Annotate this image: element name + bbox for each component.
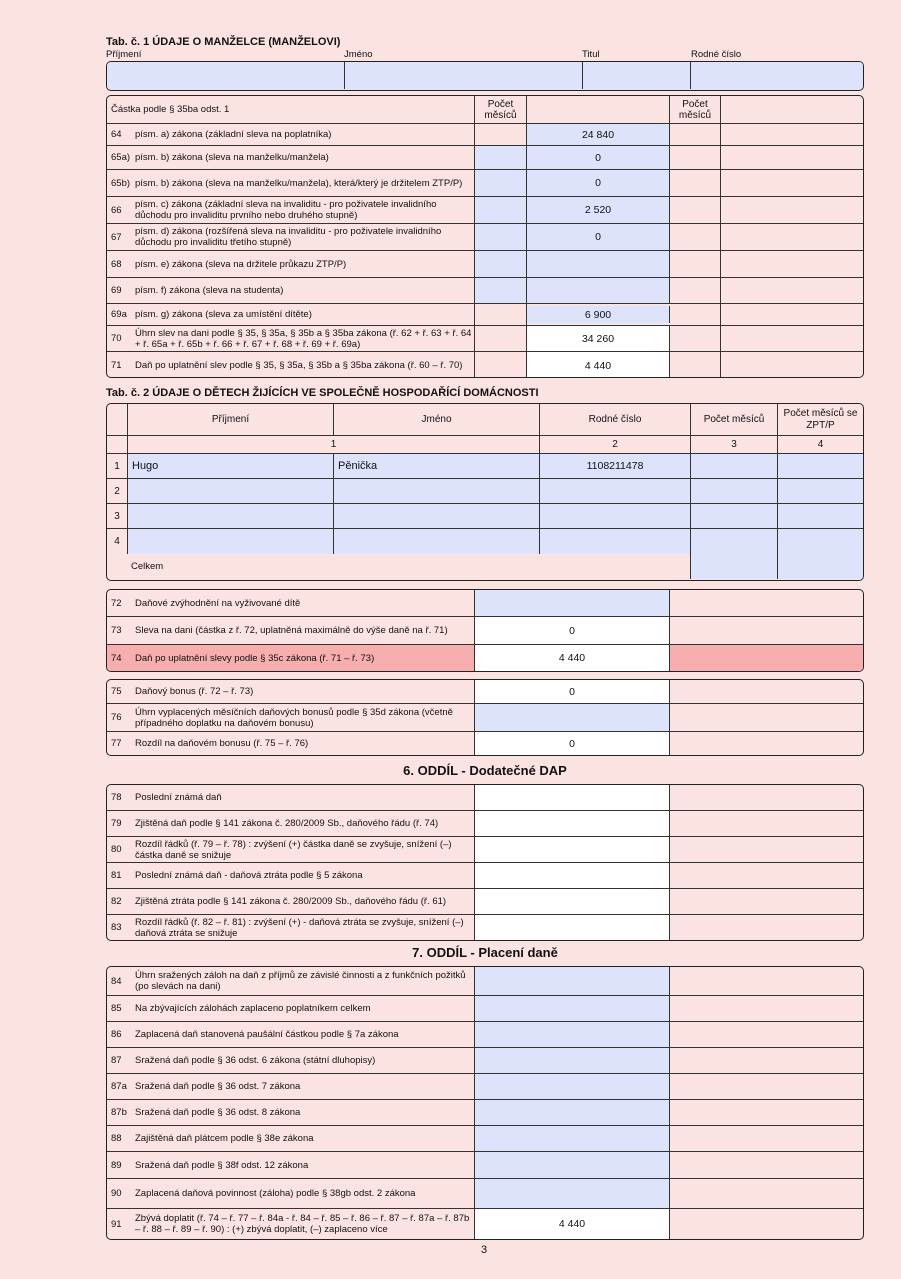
row-number: 85 bbox=[111, 1003, 122, 1014]
amount-value-2[interactable] bbox=[670, 785, 863, 810]
form-row bbox=[107, 1100, 863, 1126]
amount-value-2[interactable] bbox=[670, 915, 863, 940]
amount-value[interactable] bbox=[475, 1022, 670, 1047]
amount-value[interactable] bbox=[475, 1126, 670, 1151]
row-text: Zaplacená daň stanovená paušální částkou podle § 7a zákona bbox=[135, 1029, 399, 1040]
row-text: písm. d) zákona (rozšířená sleva na invaliditu - pro poživatele invalidního důchodu pro invaliditu třetího stupně) bbox=[135, 226, 442, 248]
spouse-surname-input[interactable] bbox=[107, 62, 345, 89]
row-number: 82 bbox=[111, 896, 122, 907]
row-number: 79 bbox=[111, 818, 122, 829]
sleva-row bbox=[107, 146, 863, 170]
sleva-row bbox=[107, 124, 863, 146]
row-label bbox=[107, 645, 475, 671]
form-row bbox=[107, 732, 863, 755]
amount-value-2[interactable] bbox=[670, 732, 863, 755]
row-number: 90 bbox=[111, 1188, 122, 1199]
amount-value[interactable]: 0 bbox=[475, 617, 670, 644]
row-number: 89 bbox=[111, 1159, 122, 1171]
row-label bbox=[107, 278, 475, 303]
row-text: Daňové zvýhodnění na vyživované dítě bbox=[135, 597, 301, 609]
col-surname: Příjmení bbox=[106, 49, 142, 60]
child-months-input[interactable] bbox=[691, 504, 778, 528]
row-text: písm. a) zákona (základní sleva na poplatníka) bbox=[135, 129, 332, 140]
oddil6-table bbox=[106, 784, 864, 941]
amount-value-2[interactable] bbox=[670, 617, 863, 644]
child-row bbox=[107, 529, 863, 554]
oddil6-title: 6. ODDÍL - Dodatečné DAP bbox=[403, 763, 567, 778]
idx-1: 1 bbox=[128, 436, 540, 453]
amount-value[interactable] bbox=[475, 590, 670, 616]
child-index: 3 bbox=[107, 504, 128, 528]
col-child-ztp: Počet měsíců se ZPT/P bbox=[783, 407, 858, 431]
col-birth: Rodné číslo bbox=[691, 49, 742, 60]
months-input-2[interactable] bbox=[670, 170, 721, 196]
child-index: 1 bbox=[107, 454, 128, 478]
child-birth-input[interactable] bbox=[540, 504, 691, 528]
row-number: 73 bbox=[111, 625, 122, 636]
row-text: Úhrn sražených záloh na daň z příjmů ze závislé činnosti a z funkčních požitků (po slevách na dani) bbox=[135, 970, 466, 992]
amount-value-2[interactable] bbox=[670, 1100, 863, 1125]
col-child-birth: Rodné číslo bbox=[540, 404, 691, 435]
amount-value-2[interactable] bbox=[721, 352, 863, 378]
row-label bbox=[107, 326, 475, 351]
row-label bbox=[107, 197, 475, 223]
row-label bbox=[107, 1179, 475, 1208]
amount-value-2[interactable] bbox=[670, 1022, 863, 1047]
child-months-input[interactable] bbox=[691, 479, 778, 503]
row-label bbox=[107, 251, 475, 277]
amount-value[interactable] bbox=[475, 1179, 670, 1208]
row-number: 78 bbox=[111, 792, 122, 803]
months-input-2[interactable] bbox=[670, 278, 721, 303]
months-input[interactable] bbox=[475, 251, 527, 277]
row-number: 88 bbox=[111, 1133, 122, 1144]
months-input[interactable] bbox=[475, 170, 527, 196]
row-text: Rozdíl řádků (ř. 79 – ř. 78) : zvýšení (+) částka daně se zvyšuje, snížení (–) částka daně se snižuje bbox=[135, 838, 452, 861]
row-label bbox=[107, 1022, 475, 1047]
amount-value-2[interactable] bbox=[670, 1126, 863, 1151]
sleva-row bbox=[107, 224, 863, 251]
months-input[interactable] bbox=[475, 224, 527, 250]
row-number: 87 bbox=[111, 1055, 122, 1066]
child-birth-input[interactable] bbox=[540, 529, 691, 554]
amount-value-2[interactable] bbox=[721, 326, 863, 351]
form-row bbox=[107, 889, 863, 915]
child-surname-input[interactable]: Hugo bbox=[128, 454, 334, 478]
form-row bbox=[107, 1152, 863, 1179]
amount-value-2[interactable] bbox=[721, 124, 863, 145]
row-text: písm. f) zákona (sleva na studenta) bbox=[135, 285, 284, 296]
form-row bbox=[107, 1022, 863, 1048]
row-label bbox=[107, 889, 475, 914]
row-label bbox=[107, 1209, 475, 1239]
sleva-row bbox=[107, 197, 863, 224]
form-row bbox=[107, 1179, 863, 1209]
amount-value[interactable] bbox=[527, 251, 670, 277]
spouse-row bbox=[106, 61, 864, 91]
amount-value-2[interactable] bbox=[670, 889, 863, 914]
amount-value[interactable]: 4 440 bbox=[475, 1209, 670, 1239]
form-row bbox=[107, 863, 863, 889]
row-label bbox=[107, 967, 475, 995]
row-number: 65a) bbox=[111, 152, 131, 163]
months-input[interactable] bbox=[475, 197, 527, 223]
row-text: písm. g) zákona (sleva za umístění dítěte) bbox=[135, 309, 312, 320]
row-label bbox=[107, 1048, 475, 1073]
row-number: 86 bbox=[111, 1029, 122, 1040]
form-row bbox=[107, 1126, 863, 1152]
sleva-row bbox=[107, 278, 863, 304]
months-input-2[interactable] bbox=[670, 146, 721, 169]
child-row bbox=[107, 479, 863, 504]
child-index: 2 bbox=[107, 479, 128, 503]
row-text: Zjištěná ztráta podle § 141 zákona č. 280/2009 Sb., daňového řádu (ř. 61) bbox=[135, 896, 447, 907]
col-title: Titul bbox=[582, 49, 600, 60]
row-number: 83 bbox=[111, 922, 122, 933]
amount-value-2[interactable] bbox=[721, 224, 863, 250]
row-number: 64 bbox=[111, 129, 122, 140]
row-label bbox=[107, 996, 475, 1021]
months-input[interactable] bbox=[475, 146, 527, 169]
amount-value[interactable] bbox=[475, 1152, 670, 1178]
children-table bbox=[106, 403, 864, 581]
child-row bbox=[107, 454, 863, 479]
row-label bbox=[107, 915, 475, 940]
row-number: 67 bbox=[111, 231, 122, 243]
child-ztp-input[interactable] bbox=[778, 479, 863, 503]
amount-value-2[interactable] bbox=[670, 1209, 863, 1239]
row-label bbox=[107, 224, 475, 250]
row-text: Sražená daň podle § 36 odst. 7 zákona bbox=[135, 1081, 301, 1092]
row-number: 75 bbox=[111, 686, 122, 697]
row-number: 74 bbox=[111, 652, 122, 664]
amount-value-2[interactable] bbox=[670, 811, 863, 836]
amount-value[interactable] bbox=[475, 1100, 670, 1125]
form-row bbox=[107, 1048, 863, 1074]
child-surname-input[interactable] bbox=[128, 479, 334, 503]
sleva-header-label: Částka podle § 35ba odst. 1 bbox=[107, 96, 475, 123]
form-row bbox=[107, 1209, 863, 1239]
row-label bbox=[107, 170, 475, 196]
amount-value-2[interactable] bbox=[670, 704, 863, 731]
children-total-label: Celkem bbox=[107, 554, 691, 579]
row-text: Sražená daň podle § 36 odst. 8 zákona bbox=[135, 1107, 301, 1118]
amount-value-2[interactable] bbox=[670, 996, 863, 1021]
row-number: 81 bbox=[111, 870, 122, 881]
form-row bbox=[107, 645, 863, 671]
row-text: Poslední známá daň - daňová ztráta podle § 5 zákona bbox=[135, 870, 363, 881]
row-text: Sražená daň podle § 38f odst. 12 zákona bbox=[135, 1159, 309, 1171]
tab2-title: Tab. č. 2 ÚDAJE O DĚTECH ŽIJÍCÍCH VE SPOLEČNĚ HOSPODAŘÍCÍ DOMÁCNOSTI bbox=[106, 387, 539, 399]
form-row bbox=[107, 590, 863, 617]
months-header-2: Počet měsíců bbox=[670, 96, 721, 123]
row-label bbox=[107, 352, 475, 378]
idx-4: 4 bbox=[817, 439, 824, 450]
months-input[interactable] bbox=[475, 304, 527, 325]
form-row bbox=[107, 704, 863, 732]
months-input-2[interactable] bbox=[670, 124, 721, 145]
amount-value[interactable]: 0 bbox=[475, 680, 670, 703]
amount-value-2[interactable] bbox=[670, 837, 863, 862]
row-text: Zjištěná daň podle § 141 zákona č. 280/2009 Sb., daňového řádu (ř. 74) bbox=[135, 818, 439, 829]
row-text: Poslední známá daň bbox=[135, 792, 222, 803]
amount-value-2[interactable] bbox=[670, 863, 863, 888]
row-label bbox=[107, 704, 475, 731]
form-row bbox=[107, 996, 863, 1022]
months-input-2[interactable] bbox=[670, 224, 721, 250]
row-text: Daň po uplatnění slev podle § 35, § 35a, § 35b a § 35ba zákona (ř. 60 – ř. 70) bbox=[135, 360, 463, 371]
row-label bbox=[107, 1074, 475, 1099]
form-row bbox=[107, 680, 863, 704]
amount-value[interactable] bbox=[475, 996, 670, 1021]
amount-value[interactable] bbox=[527, 278, 670, 303]
form-row bbox=[107, 1074, 863, 1100]
sleva-row bbox=[107, 352, 863, 378]
row-label bbox=[107, 124, 475, 145]
months-input-2[interactable] bbox=[670, 251, 721, 277]
oddil7-title: 7. ODDÍL - Placení daně bbox=[412, 945, 558, 960]
child-name-input[interactable] bbox=[334, 529, 540, 554]
row-text: Sražená daň podle § 36 odst. 6 zákona (státní dluhopisy) bbox=[135, 1055, 376, 1066]
row-text: Daň po uplatnění slevy podle § 35c zákona (ř. 71 – ř. 73) bbox=[135, 652, 375, 664]
idx-3: 3 bbox=[691, 436, 778, 453]
row-number: 71 bbox=[111, 360, 122, 371]
child-birth-input[interactable] bbox=[540, 479, 691, 503]
row-label bbox=[107, 811, 475, 836]
amount-value-2[interactable] bbox=[721, 251, 863, 277]
col-name: Jméno bbox=[344, 49, 373, 60]
amount-value[interactable]: 0 bbox=[527, 170, 670, 196]
child-row bbox=[107, 504, 863, 529]
row-text: Zajištěná daň plátcem podle § 38e zákona bbox=[135, 1133, 314, 1144]
spouse-birth-input[interactable] bbox=[691, 62, 863, 89]
idx-2: 2 bbox=[540, 436, 691, 453]
months-input-2[interactable] bbox=[670, 304, 721, 325]
amount-value[interactable]: 2 520 bbox=[527, 197, 670, 223]
row-number: 87a bbox=[111, 1081, 127, 1092]
row-text: Daňový bonus (ř. 72 – ř. 73) bbox=[135, 686, 254, 697]
page-number: 3 bbox=[480, 1244, 488, 1256]
months-input-2[interactable] bbox=[670, 352, 721, 378]
row-text: Úhrn slev na dani podle § 35, § 35a, § 35b a § 35ba zákona (ř. 62 + ř. 63 + ř. 64 + ř. 65a + ř. 65b + ř. 66 + ř. 67 + ř. 68 + ř. 69 + ř. 69a) bbox=[135, 327, 472, 350]
amount-value-2[interactable] bbox=[721, 146, 863, 169]
row-label bbox=[107, 1152, 475, 1178]
row-number: 66 bbox=[111, 204, 122, 216]
row-label bbox=[107, 304, 475, 325]
row-number: 87b bbox=[111, 1107, 127, 1118]
row-text: Rozdíl řádků (ř. 82 – ř. 81) : zvýšení (+) - daňová ztráta se zvyšuje, snížení (–) daňová ztráta se snižuje bbox=[135, 916, 464, 939]
row-number: 65b) bbox=[111, 177, 131, 189]
amount-value[interactable]: 4 440 bbox=[475, 645, 670, 671]
amount-value-2[interactable] bbox=[721, 170, 863, 196]
child-ztp-input[interactable] bbox=[778, 529, 863, 554]
amount-value[interactable]: 0 bbox=[475, 732, 670, 755]
col-child-months: Počet měsíců bbox=[691, 404, 778, 435]
amount-value-2[interactable] bbox=[721, 278, 863, 303]
amount-value-2[interactable] bbox=[670, 967, 863, 995]
amount-value-2[interactable] bbox=[670, 1048, 863, 1073]
amount-value[interactable] bbox=[475, 704, 670, 731]
amount-value-2[interactable] bbox=[670, 1152, 863, 1178]
sleva-row bbox=[107, 304, 863, 326]
row-text: Na zbývajících zálohách zaplaceno poplatníkem celkem bbox=[135, 1003, 371, 1014]
amount-value[interactable] bbox=[475, 889, 670, 914]
child-surname-input[interactable] bbox=[128, 504, 334, 528]
amount-value[interactable] bbox=[475, 967, 670, 995]
row-text: písm. c) zákona (základní sleva na invaliditu - pro poživatele invalidního důchodu pro invaliditu prvního nebo druhého stupně) bbox=[135, 199, 437, 221]
sleva-row bbox=[107, 251, 863, 278]
form-row bbox=[107, 837, 863, 863]
amount-value-2[interactable] bbox=[670, 645, 863, 671]
form-row bbox=[107, 785, 863, 811]
child-surname-input[interactable] bbox=[128, 529, 334, 554]
amount-value-2[interactable] bbox=[670, 1074, 863, 1099]
spouse-title-input[interactable] bbox=[583, 62, 691, 89]
row-label bbox=[107, 732, 475, 755]
sleva-row bbox=[107, 326, 863, 352]
col-child-surname: Příjmení bbox=[128, 404, 334, 435]
children-total-months[interactable] bbox=[691, 554, 778, 579]
row-text: Úhrn vyplacených měsíčních daňových bonusů podle § 35d zákona (včetně případného doplatku na daňovém bonusu) bbox=[135, 706, 453, 729]
sleva-table bbox=[106, 95, 864, 378]
child-index: 4 bbox=[107, 529, 128, 554]
spouse-name-input[interactable] bbox=[345, 62, 583, 89]
amount-value[interactable]: 0 bbox=[527, 224, 670, 250]
row-number: 84 bbox=[111, 975, 122, 987]
amount-value-2[interactable] bbox=[670, 1179, 863, 1208]
row-label bbox=[107, 1100, 475, 1125]
row-number: 76 bbox=[111, 712, 122, 723]
row-label bbox=[107, 863, 475, 888]
row-label bbox=[107, 837, 475, 862]
bonus-table bbox=[106, 679, 864, 756]
months-input[interactable] bbox=[475, 124, 527, 145]
amount-value-2[interactable] bbox=[721, 304, 863, 325]
child-name-input[interactable]: Pěnička bbox=[334, 454, 540, 478]
sleva-row bbox=[107, 170, 863, 197]
amount-value[interactable] bbox=[475, 1074, 670, 1099]
row-number: 69a bbox=[111, 309, 127, 320]
amount-value[interactable] bbox=[475, 811, 670, 836]
row-text: Rozdíl na daňovém bonusu (ř. 75 – ř. 76) bbox=[135, 738, 309, 749]
zvyh-table bbox=[106, 589, 864, 672]
row-number: 72 bbox=[111, 597, 122, 609]
amount-value[interactable]: 6 900 bbox=[527, 306, 670, 323]
row-label bbox=[107, 785, 475, 810]
row-text: Zbývá doplatit (ř. 74 – ř. 77 – ř. 84a - ř. 84 – ř. 85 – ř. 86 – ř. 87 – ř. 87a – ř. 87b – ř. 88 – ř. 89 – ř. 90) : (+) zbývá doplatit, (–) zaplaceno více bbox=[135, 1213, 470, 1235]
child-ztp-input[interactable] bbox=[778, 454, 863, 478]
months-input[interactable] bbox=[475, 352, 527, 378]
form-row bbox=[107, 915, 863, 940]
amount-value[interactable]: 24 840 bbox=[527, 124, 670, 145]
children-total-ztp[interactable] bbox=[778, 554, 863, 579]
row-text: Zaplacená daňová povinnost (záloha) podle § 38gb odst. 2 zákona bbox=[135, 1188, 416, 1199]
row-label bbox=[107, 590, 475, 616]
row-label bbox=[107, 146, 475, 169]
amount-value[interactable] bbox=[475, 915, 670, 940]
amount-value[interactable] bbox=[475, 837, 670, 862]
col-child-name: Jméno bbox=[334, 404, 540, 435]
row-number: 68 bbox=[111, 258, 122, 270]
row-text: písm. b) zákona (sleva na manželku/manžela), která/který je držitelem ZTP/P) bbox=[135, 177, 463, 189]
child-birth-input[interactable]: 1108211478 bbox=[540, 454, 691, 478]
form-row bbox=[107, 967, 863, 996]
child-months-input[interactable] bbox=[691, 454, 778, 478]
amount-value-2[interactable] bbox=[670, 590, 863, 616]
amount-value-2[interactable] bbox=[670, 680, 863, 703]
amount-value[interactable] bbox=[475, 785, 670, 810]
months-input[interactable] bbox=[475, 326, 527, 351]
row-label bbox=[107, 617, 475, 644]
months-header-1: Počet měsíců bbox=[475, 96, 527, 123]
row-text: písm. b) zákona (sleva na manželku/manžela) bbox=[135, 152, 329, 163]
row-number: 91 bbox=[111, 1218, 122, 1230]
row-number: 69 bbox=[111, 285, 122, 296]
months-input-2[interactable] bbox=[670, 326, 721, 351]
form-row bbox=[107, 811, 863, 837]
child-ztp-input[interactable] bbox=[778, 504, 863, 528]
amount-value[interactable]: 4 440 bbox=[527, 352, 670, 378]
row-number: 77 bbox=[111, 738, 122, 749]
form-row bbox=[107, 617, 863, 645]
months-input[interactable] bbox=[475, 278, 527, 303]
amount-value[interactable]: 0 bbox=[527, 146, 670, 169]
row-label bbox=[107, 680, 475, 703]
row-number: 80 bbox=[111, 844, 122, 855]
amount-value[interactable] bbox=[475, 863, 670, 888]
row-text: Sleva na dani (částka z ř. 72, uplatněná maximálně do výše daně na ř. 71) bbox=[135, 625, 448, 636]
oddil7-table bbox=[106, 966, 864, 1240]
months-input-2[interactable] bbox=[670, 197, 721, 223]
amount-value[interactable] bbox=[475, 1048, 670, 1073]
child-months-input[interactable] bbox=[691, 529, 778, 554]
tab1-title: Tab. č. 1 ÚDAJE O MANŽELCE (MANŽELOVI) bbox=[106, 36, 341, 48]
row-label bbox=[107, 1126, 475, 1151]
row-text: písm. e) zákona (sleva na držitele průkazu ZTP/P) bbox=[135, 258, 347, 270]
amount-value-2[interactable] bbox=[721, 197, 863, 223]
child-name-input[interactable] bbox=[334, 504, 540, 528]
amount-value[interactable]: 34 260 bbox=[527, 326, 670, 351]
child-name-input[interactable] bbox=[334, 479, 540, 503]
row-number: 70 bbox=[111, 333, 122, 344]
